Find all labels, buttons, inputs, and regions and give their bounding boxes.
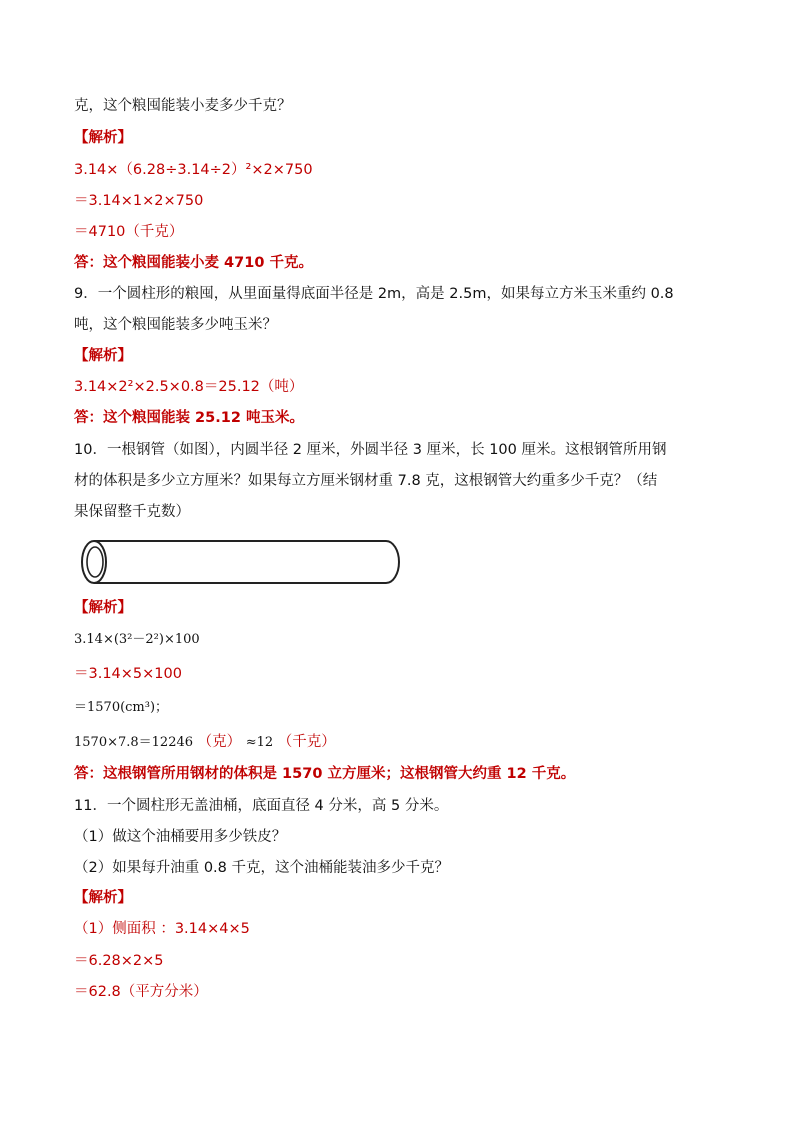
q10-text-line-2: 材的体积是多少立方厘米？如果每立方厘米钢材重 7.8 克，这根钢管大约重多少千克？（结	[74, 473, 658, 489]
q10-calc-line-2: ＝3.14×5×100	[74, 666, 182, 682]
q9-solution-label: 【解析】	[74, 348, 132, 364]
q11-calc-line-1: （1）侧面积 ：3.14×4×5	[74, 921, 250, 937]
q10-calc-line-4-d: （千克）	[277, 734, 336, 750]
q11-calc-line-3: ＝62.8（平方分米）	[74, 984, 208, 1000]
pipe-inner-end	[87, 547, 103, 577]
prev-question-tail: 克，这个粮囤能装小麦多少千克？	[74, 98, 292, 114]
q11-sub-question-2: （2）如果每升油重 0.8 千克，这个油桶能装油多少千克？	[74, 860, 450, 876]
q8-calc-line-2: ＝3.14×1×2×750	[74, 193, 204, 209]
q10-calc-line-3: ＝1570(cm³)；	[74, 700, 169, 715]
q8-calc-line-3: ＝4710（千克）	[74, 224, 184, 240]
q9-answer: 答：这个粮囤能装 25.12 吨玉米。	[74, 410, 304, 426]
q10-calc-line-4	[74, 732, 336, 753]
pipe-body	[94, 541, 399, 583]
q10-solution-label: 【解析】	[74, 600, 132, 616]
steel-pipe-figure	[80, 538, 402, 586]
q10-text-line-3: 果保留整千克数）	[74, 504, 190, 520]
q10-calc-line-1: 3.14×(3²－2²)×100	[74, 632, 200, 647]
q8-answer: 答：这个粮囤能装小麦 4710 千克。	[74, 255, 313, 271]
q10-calc-line-4-b: （克）	[197, 734, 242, 750]
q9-text-line-2: 吨，这个粮囤能装多少吨玉米？	[74, 317, 277, 333]
q9-text-line-1: 9．一个圆柱形的粮囤，从里面量得底面半径是 2m，高是 2.5m，如果每立方米玉米重约 0.8	[74, 286, 674, 302]
q10-calc-line-4-a: 1570×7.8＝12246	[74, 735, 194, 750]
q9-calc: 3.14×2²×2.5×0.8＝25.12（吨）	[74, 379, 304, 395]
q10-answer: 答：这根钢管所用钢材的体积是 1570 立方厘米；这根钢管大约重 12 千克。	[74, 766, 576, 782]
q11-calc-line-2: ＝6.28×2×5	[74, 953, 164, 969]
q8-calc-line-1: 3.14×（6.28÷3.14÷2）²×2×750	[74, 162, 313, 178]
q8-solution-label: 【解析】	[74, 130, 132, 146]
q11-solution-label: 【解析】	[74, 890, 132, 906]
q10-text-line-1: 10．一根钢管（如图），内圆半径 2 厘米，外圆半径 3 厘米，长 100 厘米。这根钢管所用钢	[74, 442, 667, 458]
q11-text-line-1: 11．一个圆柱形无盖油桶，底面直径 4 分米，高 5 分米。	[74, 798, 449, 814]
q11-sub-question-1: （1）做这个油桶要用多少铁皮？	[74, 829, 287, 845]
q10-calc-line-4-c: ≈12	[245, 735, 274, 750]
